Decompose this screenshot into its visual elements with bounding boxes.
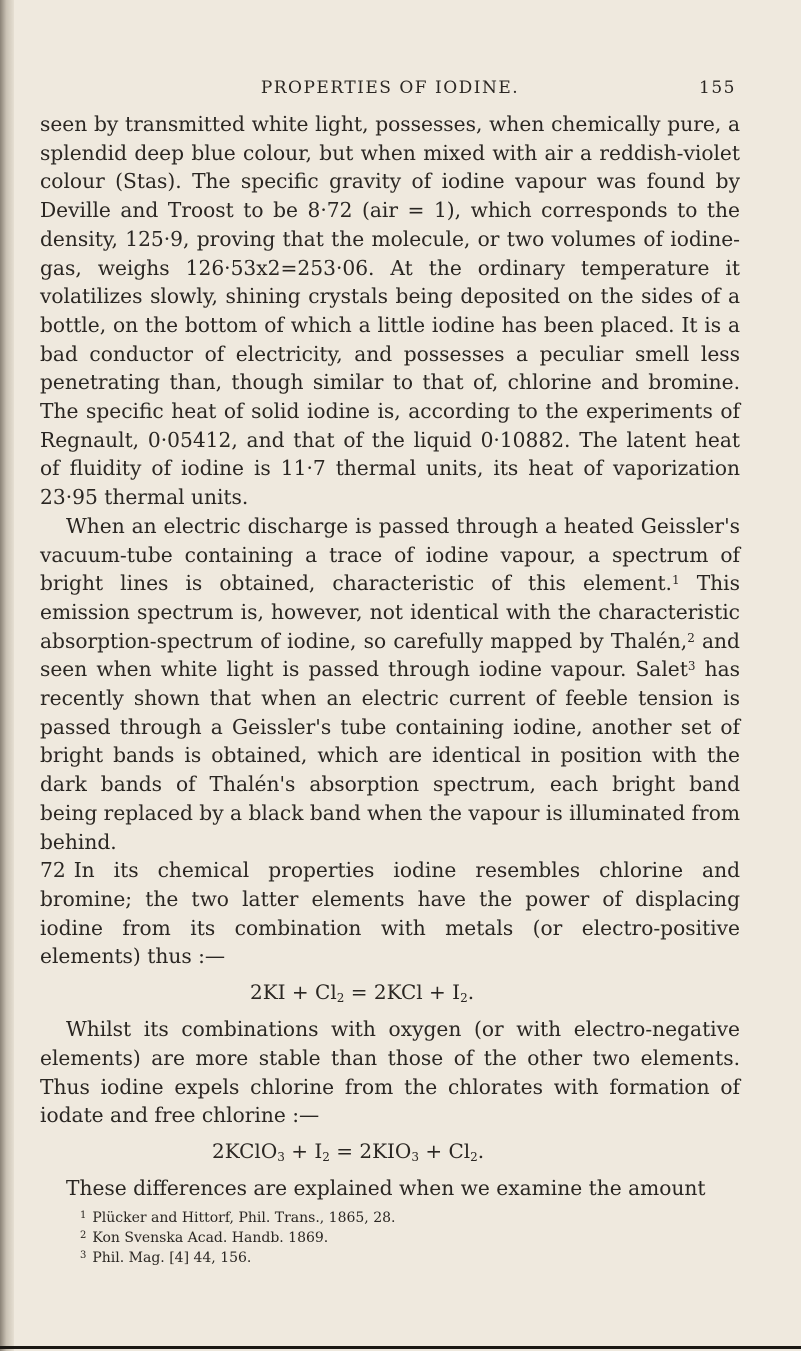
- running-header: [40, 78, 740, 106]
- footnote-ref-2: 2: [687, 630, 695, 645]
- running-title: PROPERTIES OF IODINE.: [260, 78, 520, 98]
- footnote: $^2$ Kon Svenska Acad. Handb. 1869.: [80, 1229, 329, 1246]
- paragraph-spectrum-part-b: This emission spectrum is, however, not identical with the characteristic absorption-spectrum of iodine, so carefully mapped by Thalén,: [40, 571, 740, 653]
- footnote: $^1$ Plücker and Hittorf, Phil. Trans., 1865, 28.: [80, 1209, 396, 1226]
- paragraph-spectrum-part-c: and seen when white light is passed through iodine vapour. Salet: [40, 628, 740, 682]
- page-body: [40, 110, 740, 1267]
- paragraph-chemical-properties-text: In its chemical properties iodine resembles chlorine and bromine; the two latter elements have the power of displacing iodine from its combination with metals (or electro-positive elements) thus :—: [40, 858, 740, 969]
- paragraph-differences: These differences are explained when we examine the amount: [66, 1175, 706, 1200]
- paragraph-spectrum-part-a: When an electric discharge is passed through a heated Geissler's vacuum-tube containing a trace of iodine vapour, a spectrum of bright lines is obtained, characteristic of this element.: [40, 513, 740, 596]
- paragraph-iodine-vapour: seen by transmitted white light, possesses, when chemically pure, a splendid deep blue colour, but when mixed with air a reddish-violet colour (Stas). The specific gravity of iodine vapour was found by Deville and Troost to be 8·72 (air = 1), which corresponds to the density, 125·9, proving that the molecule, or two volumes of iodine-gas, weighs 126·53x2=253·06. At the ordinary temperature it volatilizes slowly, shining crystals being deposited on the sides of a bottle, on the bottom of which a little iodine has been placed. It is a bad conductor of electricity, and possesses a peculiar smell less penetrating than, though similar to that of, chlorine and bromine. The specific heat of solid iodine is, according to the experiments of Regnault, 0·05412, and that of the liquid 0·10882. The latent heat of fluidity of iodine is 11·7 thermal units, its heat of vaporization 23·95 thermal units.: [40, 112, 740, 510]
- section-number: 72: [40, 858, 66, 883]
- paragraph-chemical-properties: [40, 856, 740, 971]
- footnotes: [40, 1207, 740, 1267]
- equation-chlorate: 2KClO$_3$ + $I_2 = 2KIO_3 + Cl_2$.: [212, 1138, 485, 1164]
- paragraph-spectrum-part-d: has recently shown that when an electric current of feeble tension is passed through a Geissler's tube containing iodine, another set of bright bands is obtained, which are identical in position with the dark bands of Thalén's absorption spectrum, each bright band being replaced by a black band when the vapour is illuminated from behind.: [40, 657, 740, 854]
- footnote-ref-3: 3: [687, 659, 696, 674]
- page-bottom-edge: [0, 1346, 801, 1349]
- footnote: $^3$ Phil. Mag. [4] 44, 156.: [80, 1249, 252, 1266]
- footnote-ref-1: 1: [671, 573, 680, 588]
- page-number: 155: [699, 78, 736, 98]
- book-spine-shadow: [0, 0, 14, 1351]
- paragraph-oxygen-combinations: Whilst its combinations with oxygen (or with electro-negative elements) are more stable than those of the other two elements. Thus iodine expels chlorine from the chlorates with formation of iodate and free chlorine :—: [40, 1017, 740, 1128]
- paragraph-spectrum: [40, 512, 740, 856]
- equation-displacement: $2KI + Cl_2 = 2KCl + I_2$.: [250, 980, 475, 1006]
